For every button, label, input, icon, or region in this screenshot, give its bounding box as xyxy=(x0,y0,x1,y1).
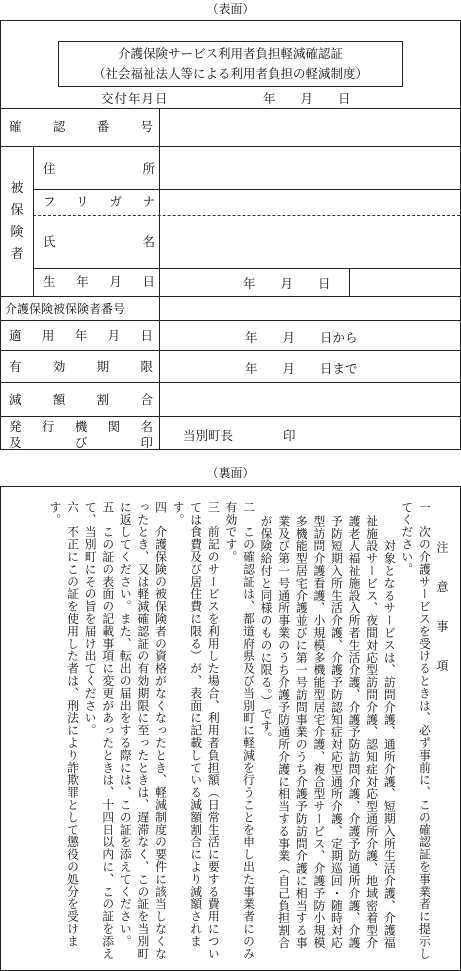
label-furigana: フ リ ガ ナ xyxy=(43,194,155,209)
valid-period-value: 年 月 日まで xyxy=(245,361,358,376)
label-valid-period: 有 効 期 限 xyxy=(9,359,153,374)
issue-date-value: 年 月 日 xyxy=(263,91,351,106)
note-item-6: 六 不正にこの証を使用した者は、刑法により詐欺罪として懲役の処分を受けます。 xyxy=(47,501,80,948)
row-apply-date xyxy=(1,320,460,350)
front-side xyxy=(0,20,461,450)
row-insured-no xyxy=(1,296,460,320)
label-apply-date: 適 用 年 月 日 xyxy=(9,328,153,343)
label-address: 住 所 xyxy=(43,161,155,176)
label-issuer-1: 発 行 機 関 名 xyxy=(9,419,153,434)
label-confirm-no: 確 認 番 号 xyxy=(9,119,153,134)
note-item-2: 二 この確認証は、都道府県及び当別町に軽減を行うことを申し出た事業者にのみ有効です。 xyxy=(223,501,256,960)
birth-value: 年 月 日 xyxy=(243,276,331,291)
label-issuer-2: 及 び 印 xyxy=(9,435,153,450)
insured-block xyxy=(1,146,460,296)
row-valid-period xyxy=(1,350,460,382)
label-insured-no: 介護保険被保険者番号 xyxy=(5,302,126,316)
front-caption: （表面） xyxy=(206,2,255,16)
label-birth: 生 年 月 日 xyxy=(43,274,155,289)
title-line-2: （社会福祉法人等による利用者負担の軽減制度） xyxy=(92,66,368,81)
row-confirm-no xyxy=(1,108,460,146)
issue-date-row xyxy=(1,89,460,107)
row-issuer xyxy=(1,416,460,450)
note-item-1: 一 次の介護サービスを受けるときは、必ず事前に、この確認証を事業者に提示してください。 xyxy=(399,501,432,960)
note-item-3: 三 前記のサービスを利用した場合、利用者負担額（日常生活に要する費用については食費及び居住費に限る）が、表面に記載している減額割合により減額されます。 xyxy=(171,501,221,960)
issue-date-label: 交付年月日 xyxy=(101,91,169,106)
note-item-4: 四 介護保険の被保険者の資格がなくなったとき、軽減制度の要件に該当しなくなったとき、又は軽減確認証の有効期限に至ったときは、遅滞なく、この証を当別町に返してください。また、転出の届出をする際には、この証を添えてください。 xyxy=(118,501,168,960)
back-caption: （裏面） xyxy=(206,466,255,480)
title-box xyxy=(58,41,403,87)
insured-heading: 被 保 険 者 xyxy=(10,181,24,262)
row-reduction xyxy=(1,382,460,416)
back-side xyxy=(0,486,461,971)
issuer-value: 当別町長 印 xyxy=(183,428,296,443)
apply-date-value: 年 月 日から xyxy=(245,330,358,345)
label-name: 氏 名 xyxy=(43,234,155,249)
label-reduction-rate: 減 額 割 合 xyxy=(9,392,153,407)
note-item-5: 五 この証の表面の記載事項に変更があったときは、十四日以内に、この証を添えて、当別町にその旨を届け出てください。 xyxy=(83,501,115,960)
notes-heading: 注 意 事 項 xyxy=(435,541,449,680)
title-line-1: 介護保険サービス利用者負担軽減確認証 xyxy=(117,46,343,61)
note-item-1-detail: 対象となるサービスは、訪問介護、通所介護、短期入所生活介護、介護福祉施設サービス、夜間対応型訪問介護、認知症対応型通所介護、地域密着型介護老人福祉施設入所者生活介護、介護予防訪問介護、介護予防通所介護、介護予防短期入所生活介護、介護予防認知症対応型通所介護、定期巡回・随時対応型訪問介護看護、小規模多機能型居宅介護、複合型サービス、介護予防小規模多機能型居宅介護並びに第一号訪問事業のうち介護予防訪問介護に相当する事業及び第一号通所事業のうち介護予防通所介護に相当する事業（自己負担割合が保険給付と同様のものに限る。）です。 xyxy=(259,515,397,949)
notes-vertical-text xyxy=(45,501,450,961)
